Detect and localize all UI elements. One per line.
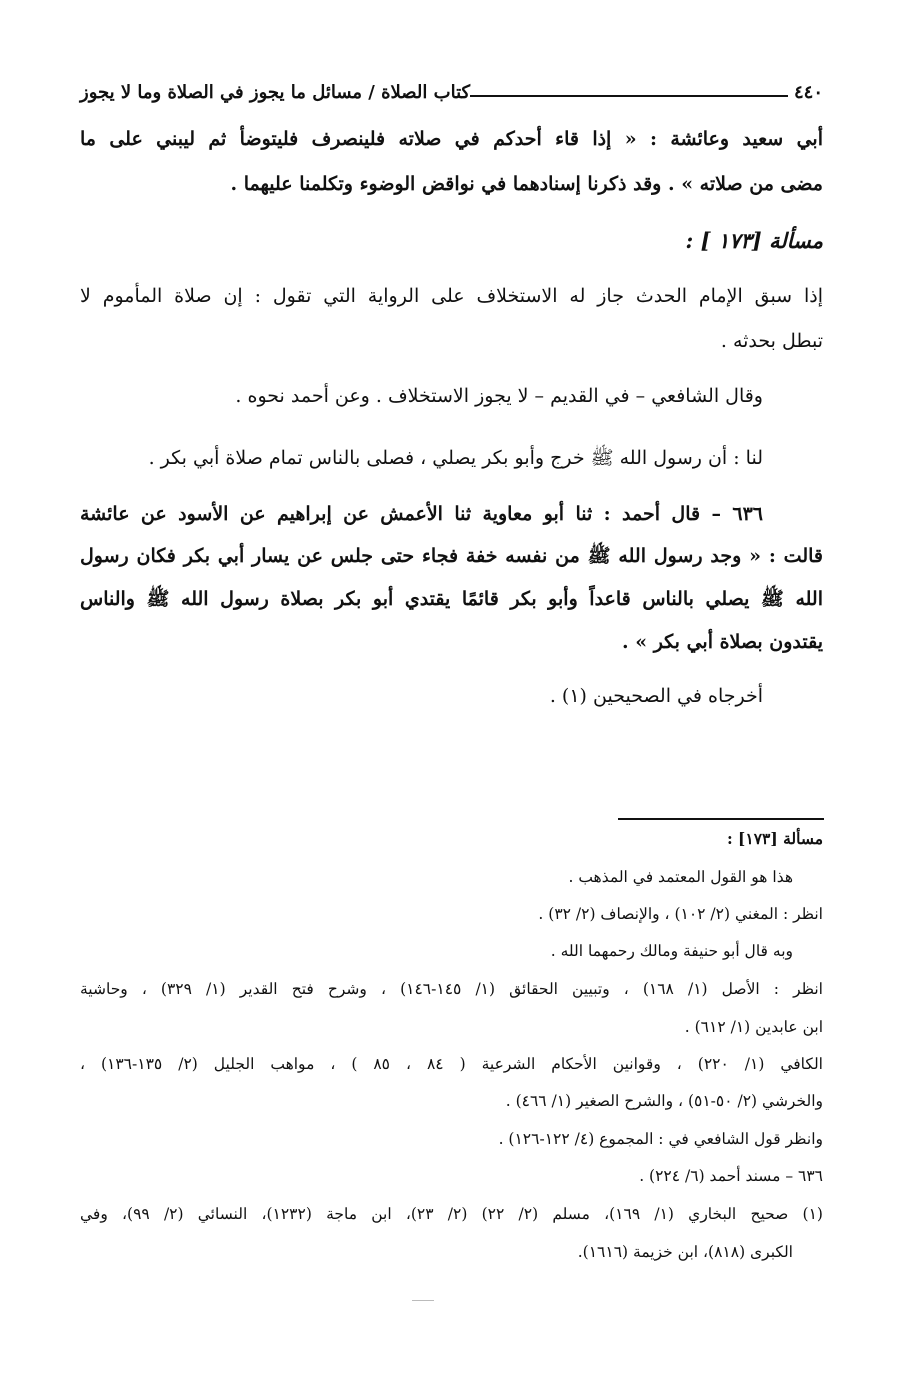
body-line: إذا سبق الإمام الحدث جاز له الاستخلاف على الرواية التي تقول : إن صلاة المأموم لا <box>80 285 823 307</box>
hadith-line: ٦٣٦ – قال أحمد : ثنا أبو معاوية ثنا الأعمش عن إبراهيم عن الأسود عن عائشة <box>80 503 763 525</box>
header-rule <box>470 95 788 97</box>
body-line: تبطل بحدثه . <box>720 330 823 352</box>
footnote-line: والخرشي (٢/ ٥٠-٥١) ، والشرح الصغير (١/ ٤٦٦) . <box>505 1092 823 1110</box>
footnote-line: وبه قال أبو حنيفة ومالك رحمهما الله . <box>550 942 793 960</box>
chapter-title: كتاب الصلاة / مسائل ما يجوز في الصلاة وما لا يجوز <box>80 82 471 103</box>
footnote-line: انظر : المغني (٢/ ١٠٢) ، والإنصاف (٢/ ٣٢) . <box>538 905 823 923</box>
footnote-line: الكافي (١/ ٢٢٠) ، وقوانين الأحكام الشرعية ( ٨٤ ، ٨٥ ) ، مواهب الجليل (٢/ ١٣٥-١٣٦) ، <box>80 1055 823 1073</box>
hadith-line: الله ﷺ يصلي بالناس قاعداً وأبو بكر قائمًا يقتدي أبو بكر بصلاة رسول الله ﷺ والناس <box>80 588 823 610</box>
footnote-line: وانظر قول الشافعي في : المجموع (٤/ ١٢٢-١٢٦) . <box>498 1130 823 1148</box>
body-line: أبي سعيد وعائشة : « إذا قاء أحدكم في صلاته فلينصرف فليتوضأ ثم ليبني على ما <box>80 128 823 150</box>
hadith-line: قالت : « وجد رسول الله ﷺ من نفسه خفة فجاء حتى جلس عن يسار أبي بكر فكان رسول <box>80 545 823 567</box>
footnote-line: انظر : الأصل (١/ ١٦٨) ، وتبيين الحقائق (١/ ١٤٥-١٤٦) ، وشرح فتح القدير (١/ ٣٢٩) ، وحاشية <box>80 980 823 998</box>
body-line: وقال الشافعي – في القديم – لا يجوز الاستخلاف . وعن أحمد نحوه . <box>235 385 763 407</box>
body-line: لنا : أن رسول الله ﷺ خرج وأبو بكر يصلي ، فصلى بالناس تمام صلاة أبي بكر . <box>148 447 763 469</box>
footnote-line: الكبرى (٨١٨)، ابن خزيمة (١٦١٦). <box>577 1243 793 1261</box>
footnote-heading: مسألة [١٧٣] : <box>726 829 823 848</box>
body-line: مضى من صلاته » . وقد ذكرنا إسنادهما في نواقض الوضوء وتكلمنا عليهما . <box>230 173 823 195</box>
takhrij-line: أخرجاه في الصحيحين (١) . <box>549 685 763 707</box>
section-heading: مسألة [١٧٣ ] : <box>685 228 823 253</box>
footnote-rule <box>618 818 824 820</box>
scan-mark <box>412 1300 434 1301</box>
footnote-line: هذا هو القول المعتمد في المذهب . <box>568 868 793 886</box>
footnote-line: ٦٣٦ – مسند أحمد (٦/ ٢٢٤) . <box>639 1167 823 1185</box>
page-number: ٤٤٠ <box>793 82 823 103</box>
footnote-line: ابن عابدين (١/ ٦١٢) . <box>684 1018 823 1036</box>
footnote-line: (١) صحيح البخاري (١/ ١٦٩)، مسلم (٢/ ٢٢) (٢/ ٢٣)، ابن ماجة (١٢٣٢)، النسائي (٢/ ٩٩)، وفي <box>80 1205 823 1223</box>
hadith-line: يقتدون بصلاة أبي بكر » . <box>621 631 823 653</box>
